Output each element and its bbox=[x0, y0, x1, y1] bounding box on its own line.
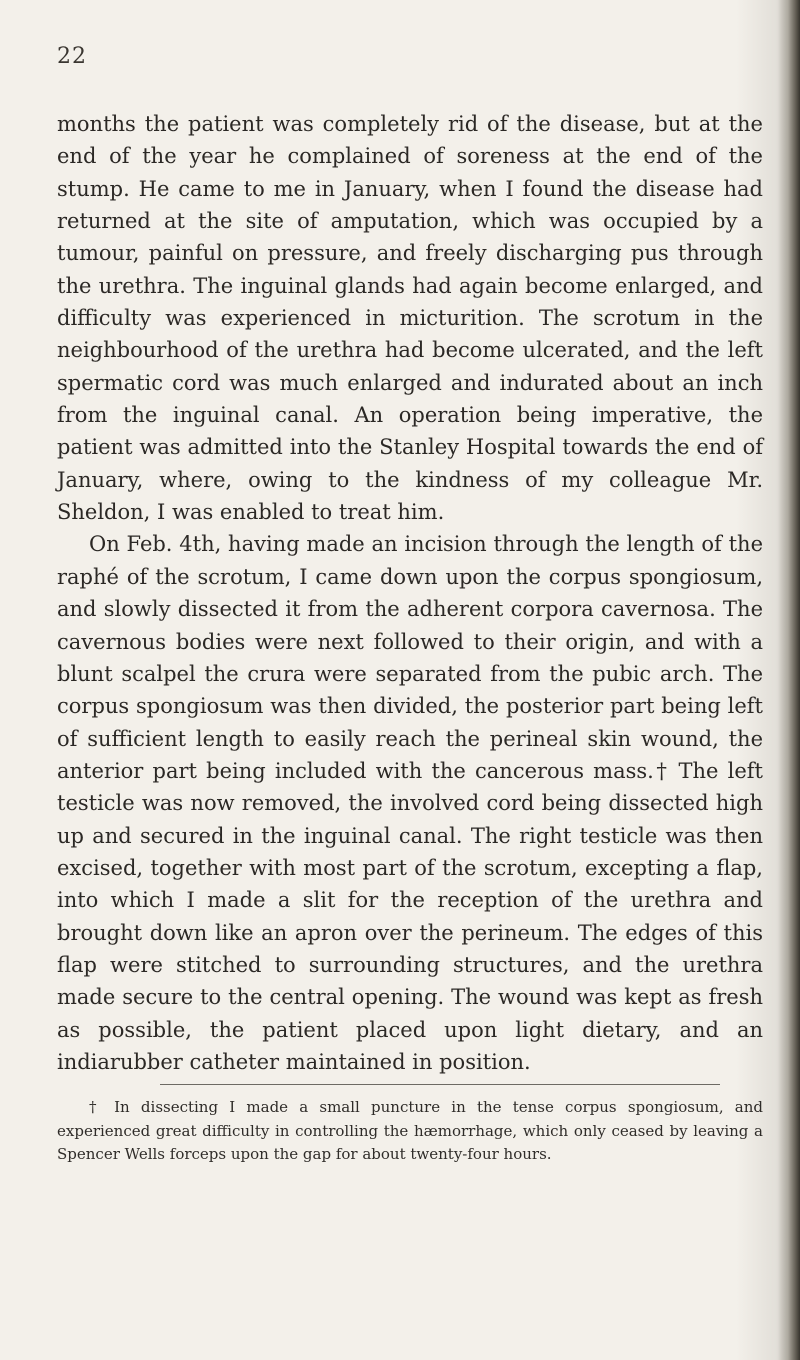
footnote bbox=[57, 1096, 763, 1167]
footnote-text: † In dissecting I made a small puncture in the tense corpus spongiosum, and experienced great difficulty in controlling the hæmorrhage, which only ceased by leaving a Spencer Wells forceps upon the gap for about twenty-four hours. bbox=[57, 1098, 763, 1163]
paragraph-1: months the patient was completely rid of the disease, but at the end of the year he complained of soreness at the end of the stump. He came to me in January, when I found the disease had returned at the site of amputation, which was occupied by a tumour, painful on pressure, and freely discharging pus through the urethra. The inguinal glands had again become enlarged, and difficulty was experienced in micturition. The scrotum in the neighbourhood of the urethra had become ulcerated, and the left spermatic cord was much enlarged and indurated about an inch from the inguinal canal. An operation being imperative, the patient was admitted into the Stanley Hospital towards the end of January, where, owing to the kindness of my colleague Mr. Sheldon, I was enabled to treat him. bbox=[57, 112, 763, 525]
paragraph-2: On Feb. 4th, having made an incision through the length of the raphé of the scrotum, I came down upon the corpus spongiosum, and slowly dissected it from the adherent corpora cavernosa. The cavernous bodies were next followed to their origin, and with a blunt scalpel the crura were separated from the pubic arch. The corpus spongiosum was then divided, the posterior part being left of sufficient length to easily reach the perineal skin wound, the anterior part being included with the cancerous mass.† The left testicle was now removed, the involved cord being dissected high up and secured in the inguinal canal. The right testicle was then excised, together with most part of the scrotum, excepting a flap, into which I made a slit for the reception of the urethra and brought down like an apron over the perineum. The edges of this flap were stitched to surrounding structures, and the urethra made secure to the central opening. The wound was kept as fresh as possible, the patient placed upon light dietary, and an indiarubber catheter maintained in position. bbox=[57, 532, 763, 1074]
page-edge-shadow bbox=[778, 0, 800, 1360]
footnote-divider bbox=[160, 1084, 720, 1085]
page-number: 22 bbox=[57, 44, 87, 69]
body-text bbox=[57, 108, 763, 1078]
